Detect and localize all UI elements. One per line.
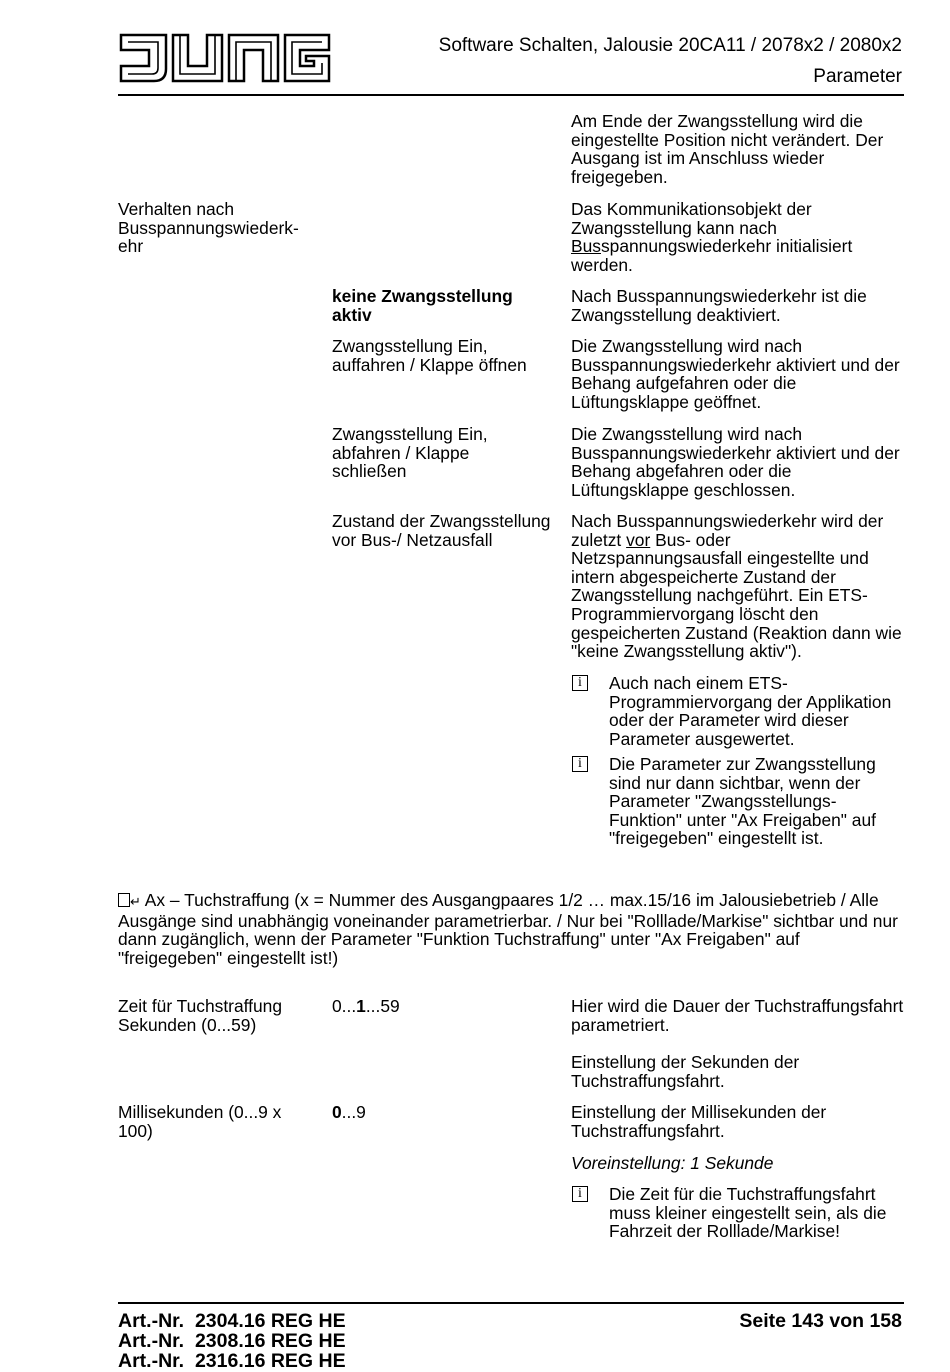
option-desc-keine: Nach Busspannungswiederkehr ist die Zwangsstellung deaktiviert. [571,286,867,325]
page-number: Seite 143 von 158 [739,1310,902,1332]
param-desc-verhalten: Das Kommunikationsobjekt der Zwangsstellung kann nach Busspannungswiederkehr initialisiert werden. [571,199,853,275]
param-name-zeit-tuchstraffung: Zeit für Tuchstraffung Sekunden (0...59) [118,996,283,1035]
option-desc-auffahren: Die Zwangsstellung wird nach Busspannungswiederkehr aktiviert und der Behang aufgefahren oder die Lüftungsklappe geöffnet. [571,336,900,412]
param-name-millisekunden: Millisekunden (0...9 x 100) [118,1102,282,1141]
article-number-3: Art.-Nr. 2316.16 REG HE [118,1350,346,1372]
header-rule [118,94,904,96]
info-icon: i [572,756,588,772]
param-value-millisekunden: 0...9 [332,1102,366,1122]
note-zwangsstellung-sichtbar: i Die Parameter zur Zwangsstellung sind nur dann sichtbar, wenn der Parameter "Zwangsstellungs-Funktion" unter "Ax Freigaben" auf "freigegeben" eingestellt ist. [571,755,911,850]
document-subtitle: Parameter [813,66,902,87]
info-icon: i [572,675,588,691]
option-desc-abfahren: Die Zwangsstellung wird nach Busspannungswiederkehr aktiviert und der Behang abgefahren oder die Lüftungsklappe geschlossen. [571,424,900,500]
note-ets-programmiervorgang: i Auch nach einem ETS-Programmiervorgang der Applikation oder der Parameter wird dieser Parameter ausgewertet. [571,674,911,750]
article-number-1: Art.-Nr. 2304.16 REG HE [118,1310,346,1332]
option-zwang-abfahren: Zwangsstellung Ein, abfahren / Klappe schließen [332,424,488,482]
jung-logo [118,32,332,84]
option-desc-zustand: Nach Busspannungswiederkehr wird der zuletzt vor Bus- oder Netzspannungsausfall eingestellte und intern abgespeicherte Zustand der Zwangsstellung nachgeführt. Ein ETS-Programmiervorgang löscht den gespeicherten Zustand (Reaktion dann wie "keine Zwangsstellung aktiv"). [571,511,902,662]
param-desc-zeit-sekunden: Einstellung der Sekunden der Tuchstraffungsfahrt. [571,1052,800,1091]
note-tuchstraffung-zeit: i Die Zeit für die Tuchstraffungsfahrt muss kleiner eingestellt sein, als die Fahrzeit der Rolllade/Markise! [571,1185,911,1243]
article-number-2: Art.-Nr. 2308.16 REG HE [118,1330,346,1352]
default-value: Voreinstellung: 1 Sekunde [571,1153,774,1173]
info-icon: i [572,1186,588,1202]
section-heading-tuchstraffung: ↵ Ax – Tuchstraffung (x = Nummer des Ausgangpaares 1/2 … max.15/16 im Jalousiebetrieb / Alle Ausgänge sind unabhängig voneinander parametrierbar. / Nur bei "Rolllade/Markise" sichtbar und nur dann zugänglich, wenn der Parameter "Funktion Tuchstraffung" unter "Ax Freigaben" auf "freigegeben" eingestellt ist!) [118,890,898,968]
zwang-intro: Am Ende der Zwangsstellung wird die eingestellte Position nicht verändert. Der Ausgang ist im Anschluss wieder freigegeben. [571,111,884,187]
param-desc-millisekunden: Einstellung der Millisekunden der Tuchstraffungsfahrt. [571,1102,827,1141]
parameter-page-icon [118,893,130,907]
param-name-verhalten: Verhalten nach Busspannungswiederk-ehr [118,199,299,257]
option-keine-zwangsstellung: keine Zwangsstellung aktiv [332,286,513,325]
option-zwang-auffahren: Zwangsstellung Ein, auffahren / Klappe öffnen [332,336,527,375]
option-zustand-vor-ausfall: Zustand der Zwangsstellung vor Bus-/ Netzausfall [332,511,551,550]
footer-rule [118,1302,904,1304]
param-value-zeit: 0...1...59 [332,996,400,1016]
enter-arrow-icon: ↵ [130,894,141,909]
param-desc-zeit: Hier wird die Dauer der Tuchstraffungsfahrt parametriert. [571,996,904,1035]
document-title: Software Schalten, Jalousie 20CA11 / 2078x2 / 2080x2 [438,35,902,56]
